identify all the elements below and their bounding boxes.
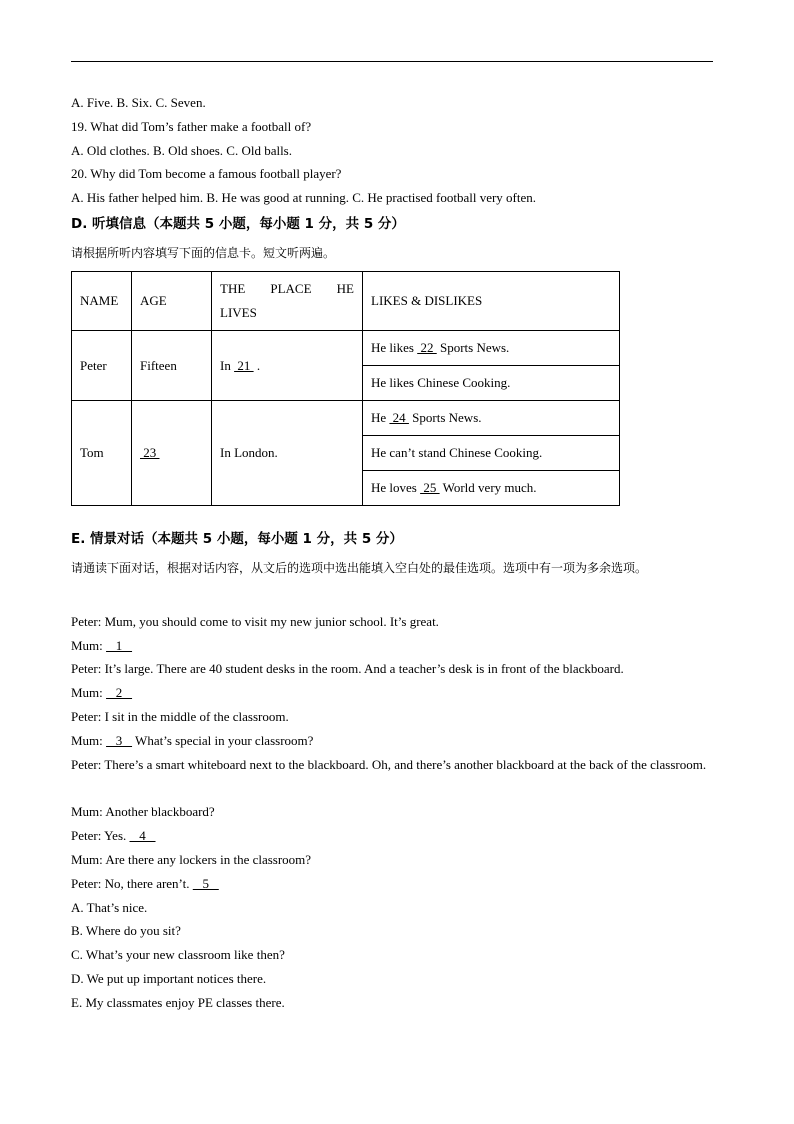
speaker-mum: Mum: (71, 685, 107, 700)
option-e: E. My classmates enjoy PE classes there. (71, 995, 285, 1010)
dialogue-line: Peter: There’s a smart whiteboard next to the blackboard. Oh, and there’s another blackboard at the back of the classroom. (71, 757, 707, 772)
header-place (212, 272, 363, 331)
peter-place-post: . (253, 357, 261, 373)
tom-place: In London. (212, 401, 363, 506)
blank-21: 21 (234, 357, 254, 373)
q18-options: A. Five. B. Six. C. Seven. (71, 95, 206, 110)
q20-options: A. His father helped him. B. He was good at running. C. He practised football very often. (71, 190, 536, 205)
dialogue-line: Mum: Another blackboard? (71, 804, 215, 819)
speaker-peter: Peter: No, there aren’t. (71, 876, 193, 891)
header-age: AGE (132, 272, 212, 331)
blank-24: 24 (389, 410, 409, 425)
peter-like1-pre: He likes (371, 340, 418, 355)
peter-place-pre: In (220, 357, 235, 373)
header-place-word: HE (336, 281, 354, 296)
tom-like1-pre: He (371, 410, 390, 425)
tom-like3-pre: He loves (371, 480, 421, 495)
header-rule (71, 61, 713, 62)
section-d-instruction: 请根据所听内容填写下面的信息卡。短文听两遍。 (71, 246, 336, 260)
tom-age (132, 401, 212, 506)
blank-4: 4 (129, 828, 156, 843)
peter-like1-post: Sports News. (436, 340, 510, 355)
tom-like-1 (363, 401, 620, 436)
tom-like-3 (363, 471, 620, 506)
section-d-title: D. 听填信息（本题共 5 小题，每小题 1 分，共 5 分） (71, 216, 405, 232)
blank-23: 23 (140, 445, 160, 460)
peter-age: Fifteen (132, 331, 212, 401)
dialogue-line (71, 828, 156, 844)
speaker-mum: Mum: (71, 638, 107, 653)
blank-5: 5 (192, 876, 219, 891)
blank-22: 22 (417, 340, 437, 355)
section-e-instruction: 请通读下面对话，根据对话内容，从文后的选项中选出能填入空白处的最佳选项。选项中有一项为多余选项。 (71, 561, 648, 575)
dialogue-line (71, 638, 132, 654)
option-d: D. We put up important notices there. (71, 971, 267, 986)
option-c: C. What’s your new classroom like then? (71, 947, 285, 962)
option-a: A. That’s nice. (71, 900, 148, 915)
tom-like-2: He can’t stand Chinese Cooking. (363, 436, 620, 471)
header-name: NAME (72, 272, 132, 331)
speaker-mum: Mum: (71, 733, 107, 748)
peter-like-2: He likes Chinese Cooking. (363, 366, 620, 401)
table-row-tom-1 (72, 401, 620, 436)
tom-name: Tom (72, 401, 132, 506)
tom-like1-post: Sports News. (408, 410, 482, 425)
header-place-word: THE (220, 281, 246, 296)
header-place-word: PLACE (270, 281, 312, 296)
blank-3: 3 (106, 733, 133, 748)
q19-question: 19. What did Tom’s father make a football of? (71, 119, 312, 134)
peter-place (212, 331, 363, 401)
q19-options: A. Old clothes. B. Old shoes. C. Old balls. (71, 143, 292, 158)
speaker-peter: Peter: Yes. (71, 828, 130, 843)
blank-25: 25 (420, 480, 440, 495)
table-header-row (72, 272, 620, 331)
dialogue-line (71, 733, 313, 749)
blank-1: 1 (106, 638, 133, 653)
header-place-word: LIVES (220, 305, 257, 320)
peter-like-1 (363, 331, 620, 366)
dialogue-line: Mum: Are there any lockers in the classroom? (71, 852, 312, 867)
mum-question: What’s special in your classroom? (132, 733, 314, 748)
dialogue-line: Peter: I sit in the middle of the classroom. (71, 709, 289, 724)
option-b: B. Where do you sit? (71, 923, 181, 938)
blank-2: 2 (106, 685, 133, 700)
dialogue-line (71, 685, 132, 701)
section-e-title: E. 情景对话（本题共 5 小题，每小题 1 分，共 5 分） (71, 531, 403, 547)
header-likes: LIKES & DISLIKES (363, 272, 620, 331)
peter-name: Peter (72, 331, 132, 401)
tom-like3-post: World very much. (439, 480, 537, 495)
dialogue-line: Peter: It’s large. There are 40 student desks in the room. And a teacher’s desk is in front of the blackboard. (71, 661, 624, 676)
dialogue-line (71, 876, 219, 892)
q20-question: 20. Why did Tom become a famous football player? (71, 166, 342, 181)
dialogue-line: Peter: Mum, you should come to visit my new junior school. It’s great. (71, 614, 439, 629)
table-row-peter-1 (72, 331, 620, 366)
info-card-table (71, 271, 620, 506)
